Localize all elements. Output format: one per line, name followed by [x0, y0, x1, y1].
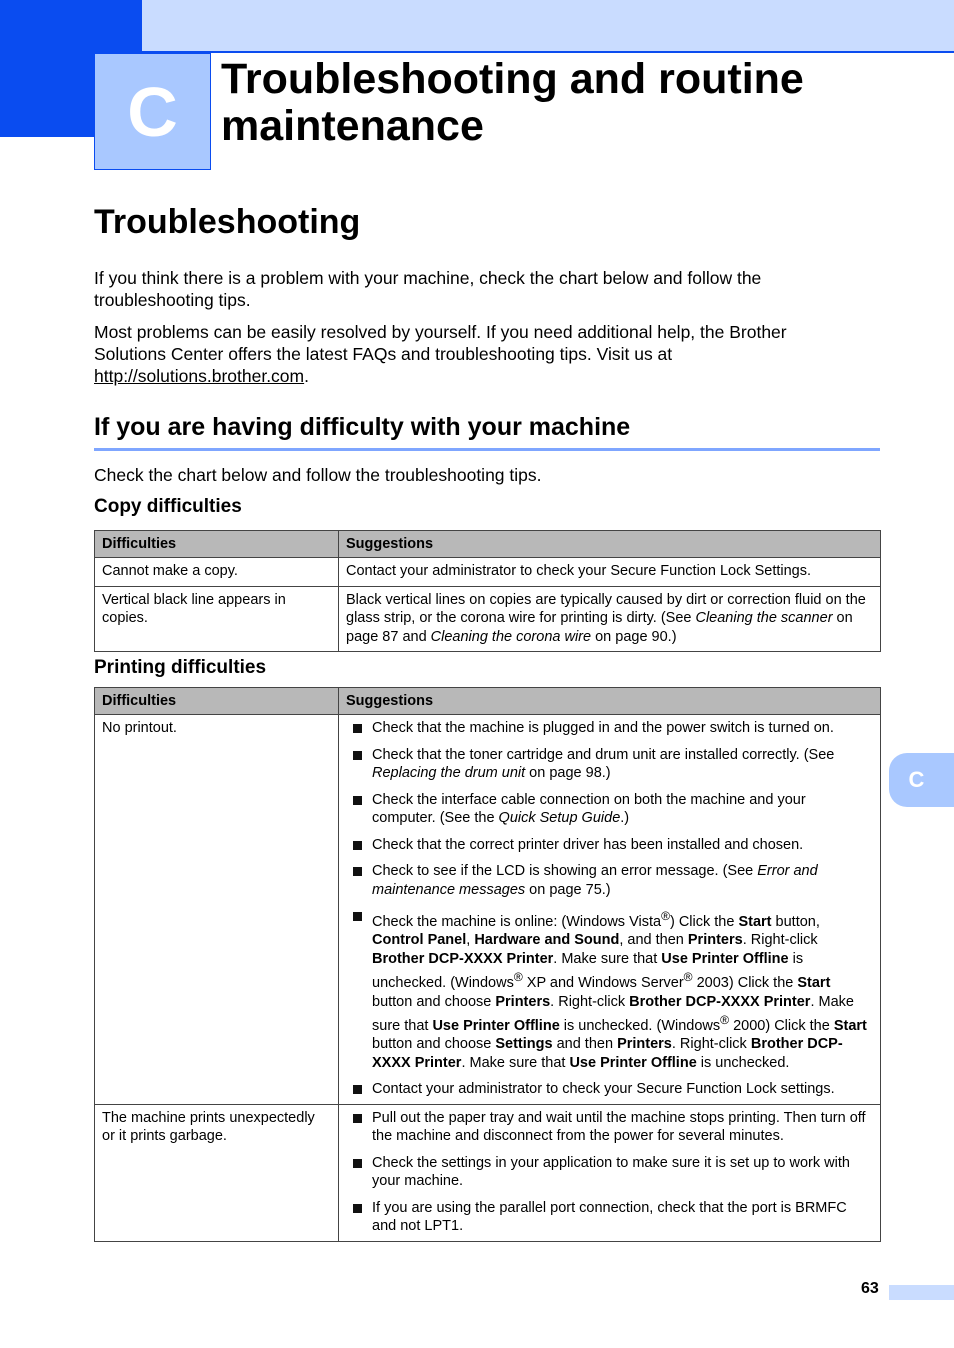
suggestion-cell — [339, 586, 881, 652]
list-item: Check the machine is online: (Windows Vista®) Click the Start button, Control Panel, Hardware and Sound, and then Printers. Right-click Brother DCP-XXXX Printer. Make sure that Use Printer Offline is unchecked. (Windows® XP and Windows Server® 2003) Click the Start button and choose Printers. Right-click Brother DCP-XXXX Printer. Make sure that Use Printer Offline is unchecked. (Windows® 2000) Click the Start button and choose Settings and then Printers. Right-click Brother DCP-XXXX Printer. Make sure that Use Printer Offline is unchecked. — [346, 907, 873, 1072]
list-item: Check that the correct printer driver has been installed and chosen. — [346, 836, 873, 855]
col-suggestions: Suggestions — [339, 688, 881, 715]
suggestion-cell — [339, 1104, 881, 1241]
copy-heading: Copy difficulties — [94, 496, 242, 517]
subsection-title: If you are having difficulty with your machine — [94, 413, 631, 441]
table-row — [95, 1104, 881, 1241]
list-item: If you are using the parallel port connection, check that the port is BRMFC and not LPT1. — [346, 1199, 873, 1236]
chapter-divider — [210, 53, 211, 169]
xref-cleaning-corona: Cleaning the corona wire — [430, 628, 592, 645]
header-band — [142, 0, 954, 53]
printing-heading: Printing difficulties — [94, 657, 267, 678]
text: on page 87 and — [346, 610, 853, 645]
table-row — [95, 586, 881, 652]
table-header-row — [95, 688, 881, 715]
table-row — [95, 715, 881, 1105]
page-number: 63 — [861, 1280, 879, 1297]
help-text: Most problems can be easily resolved by yourself. If you need additional help, the Brother Solutions Center offers the latest FAQs and troubleshooting tips. Visit us at — [94, 322, 787, 364]
list-item: Pull out the paper tray and wait until the machine stops printing. Then turn off the machine and disconnect from the power for several minutes. — [346, 1109, 873, 1146]
list-item: Check that the toner cartridge and drum unit are installed correctly. (See Replacing the drum unit on page 98.) — [346, 746, 873, 783]
copy-table — [94, 530, 881, 652]
page-number-bar — [889, 1285, 954, 1300]
list-item: Check the interface cable connection on both the machine and your computer. (See the Quick Setup Guide.) — [346, 791, 873, 828]
difficulty-cell: The machine prints unexpectedly or it prints garbage. — [95, 1104, 339, 1241]
suggestion-cell — [339, 715, 881, 1105]
difficulty-cell: Cannot make a copy. — [95, 558, 339, 587]
printing-table — [94, 687, 881, 1242]
chapter-title: Troubleshooting and routine maintenance — [221, 55, 804, 150]
chapter-letter: C — [127, 72, 178, 151]
suggestion-list — [346, 719, 873, 1099]
col-difficulties: Difficulties — [95, 688, 339, 715]
list-item: Check that the machine is plugged in and the power switch is turned on. — [346, 719, 873, 738]
list-item: Check the settings in your application to make sure it is set up to work with your machine. — [346, 1154, 873, 1191]
suggestion-cell: Contact your administrator to check your Secure Function Lock Settings. — [339, 558, 881, 587]
chapter-letter-box — [94, 53, 211, 170]
xref-cleaning-scanner: Cleaning the scanner — [695, 610, 833, 626]
col-difficulties: Difficulties — [95, 531, 339, 558]
col-suggestions: Suggestions — [339, 531, 881, 558]
subsection-intro: Check the chart below and follow the troubleshooting tips. — [94, 465, 542, 485]
subsection-rule — [94, 448, 880, 451]
side-tab-letter: C — [908, 767, 925, 792]
table-row — [95, 558, 881, 587]
table-header-row — [95, 531, 881, 558]
chapter-side-tab — [889, 753, 954, 807]
link-suffix: . — [304, 366, 309, 386]
text: on page 90.) — [591, 628, 677, 645]
intro-paragraph: If you think there is a problem with your machine, check the chart below and follow the troubleshooting tips. — [94, 268, 762, 310]
text: Black vertical lines on copies are typically caused by dirt or correction fluid on the glass strip, or the corona wire for printing is dirty. (See — [346, 591, 866, 626]
solutions-link[interactable]: http://solutions.brother.com — [94, 366, 305, 386]
help-paragraph — [94, 321, 854, 387]
section-title: Troubleshooting — [94, 203, 361, 241]
difficulty-cell: No printout. — [95, 715, 339, 1105]
list-item: Contact your administrator to check your Secure Function Lock settings. — [346, 1080, 873, 1099]
difficulty-cell: Vertical black line appears in copies. — [95, 586, 339, 652]
list-item: Check to see if the LCD is showing an error message. (See Error and maintenance messages on page 75.) — [346, 862, 873, 899]
suggestion-list — [346, 1109, 873, 1236]
